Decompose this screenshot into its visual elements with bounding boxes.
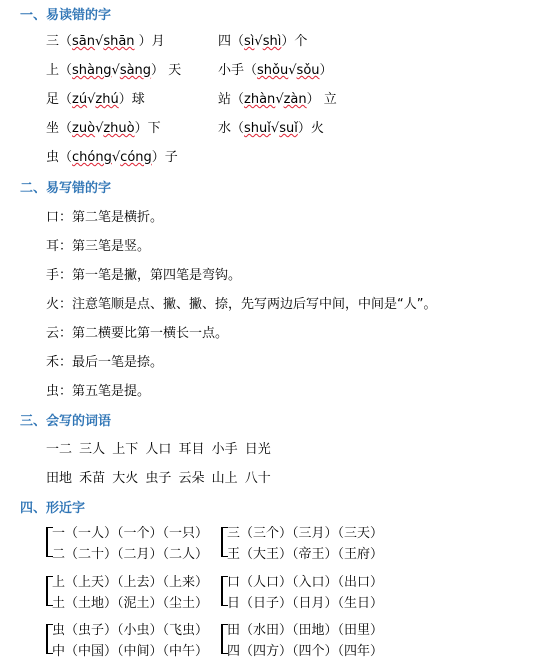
- similar-char-line: 田（水田）（田地）（田里）: [227, 623, 384, 638]
- stroke-rule: 耳：第三笔是竖。: [46, 239, 151, 254]
- bracket: [221, 576, 223, 606]
- similar-char-line: 土（土地）（泥土）（尘土）: [52, 596, 209, 611]
- stroke-rule: 手：第一笔是撇，第四笔是弯钩。: [46, 268, 242, 283]
- section-heading-1: 一、易读错的字: [20, 8, 112, 23]
- bracket: [221, 527, 223, 557]
- section-heading-4: 四、形近字: [20, 501, 86, 516]
- word-row: 田地 禾苗 大火 虫子 云朵 山上 八十: [46, 471, 271, 486]
- similar-char-line: 上（上天）（上去）（上来）: [52, 575, 209, 590]
- pinyin-item: 足（zú√zhú）球: [46, 92, 145, 107]
- stroke-rule: 禾：最后一笔是捺。: [46, 355, 164, 370]
- pinyin-item: 三（sān√shān ）月: [46, 34, 165, 49]
- similar-char-line: 王（大王）（帝王）（王府）: [227, 547, 384, 562]
- similar-char-line: 日（日子）（日月）（生日）: [227, 596, 384, 611]
- similar-char-line: 三（三个）（三月）（三天）: [227, 526, 384, 541]
- pinyin-item: 小手（shǒu√sǒu）: [218, 63, 333, 78]
- stroke-rule: 火：注意笔顺是点、撇、撇、捺，先写两边后写中间，中间是“人”。: [46, 297, 437, 312]
- section-heading-3: 三、会写的词语: [20, 414, 112, 429]
- similar-char-line: 四（四方）（四个）（四年）: [227, 644, 384, 659]
- stroke-rule: 口：第二笔是横折。: [46, 210, 164, 225]
- section-heading-2: 二、易写错的字: [20, 181, 112, 196]
- pinyin-item: 水（shuǐ√suǐ）火: [218, 121, 324, 136]
- bracket: [46, 527, 48, 557]
- stroke-rule: 云：第二横要比第一横长一点。: [46, 326, 229, 341]
- similar-char-line: 虫（虫子）（小虫）（飞虫）: [52, 623, 209, 638]
- stroke-rule: 虫：第五笔是提。: [46, 384, 151, 399]
- similar-char-line: 一（一人）（一个）（一只）: [52, 526, 209, 541]
- similar-char-line: 二（二十）（二月）（二人）: [52, 547, 209, 562]
- similar-char-line: 口（人口）（入口）（出口）: [227, 575, 384, 590]
- similar-char-line: 中（中国）（中间）（中午）: [52, 644, 209, 659]
- pinyin-item: 虫（chóng√cóng）子: [46, 150, 178, 165]
- bracket: [221, 624, 223, 654]
- pinyin-item: 站（zhàn√zàn） 立: [218, 92, 337, 107]
- bracket: [46, 576, 48, 606]
- pinyin-item: 四（sì√shì）个: [218, 34, 308, 49]
- word-row: 一二 三人 上下 人口 耳目 小手 日光: [46, 442, 271, 457]
- pinyin-item: 上（shàng√sàng） 天: [46, 63, 182, 78]
- bracket: [46, 624, 48, 654]
- pinyin-item: 坐（zuò√zhuò）下: [46, 121, 161, 136]
